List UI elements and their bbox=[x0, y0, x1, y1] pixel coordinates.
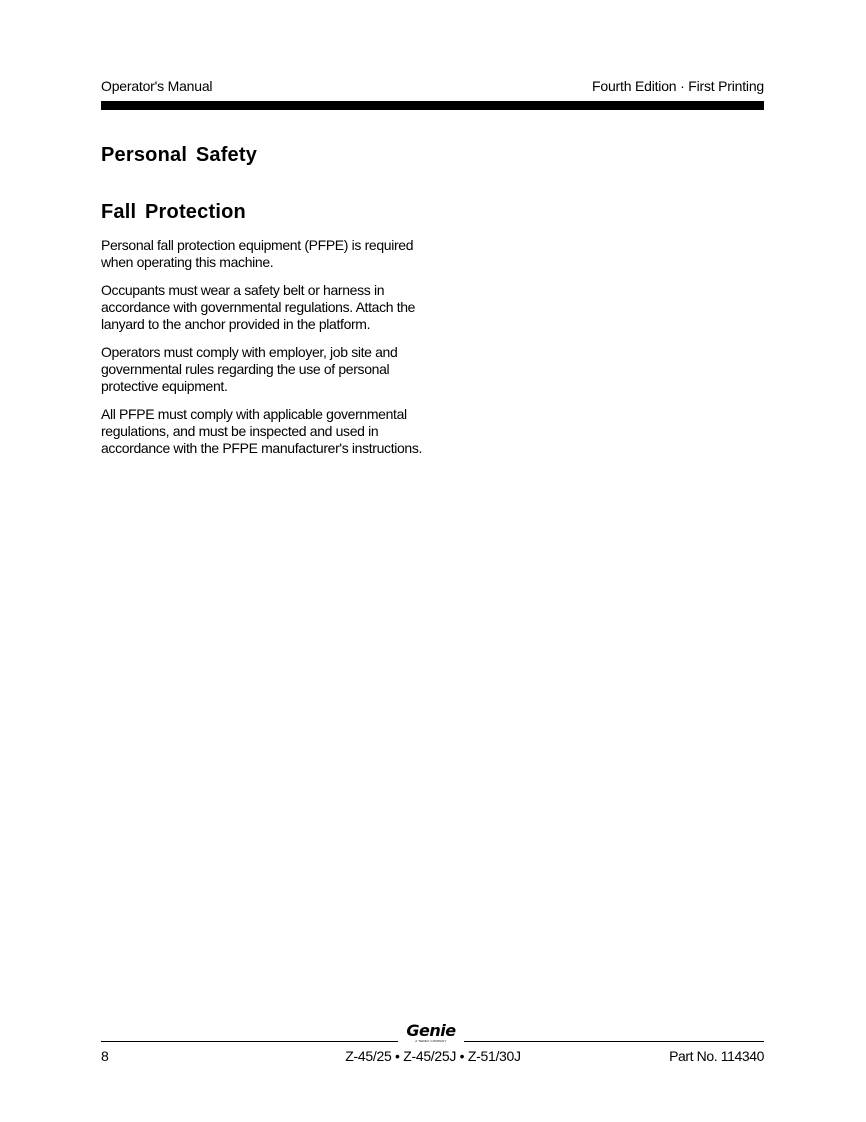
paragraph: Personal fall protection equipment (PFPE) is required when operating this machine. bbox=[101, 237, 414, 270]
paragraph: Occupants must wear a safety belt or harness in accordance with governmental regulations. Attach the lanyard to the anchor provided in the platform. bbox=[101, 282, 416, 332]
logo-wordmark: Genie bbox=[406, 1021, 456, 1040]
part-number: Part No. 114340 bbox=[669, 1048, 764, 1064]
footer-rule-right bbox=[464, 1041, 764, 1042]
header-edition: Fourth Edition · First Printing bbox=[592, 78, 764, 94]
footer-rule-left bbox=[101, 1041, 398, 1042]
paragraph: Operators must comply with employer, job site and governmental rules regarding the use of personal protective equipment. bbox=[101, 344, 398, 394]
genie-logo bbox=[398, 1022, 464, 1046]
section-title: Personal Safety bbox=[101, 144, 258, 166]
header-manual-title: Operator's Manual bbox=[101, 78, 213, 94]
page-number: 8 bbox=[101, 1048, 109, 1064]
subsection-title: Fall Protection bbox=[101, 201, 246, 223]
logo-tagline: A TEREX COMPANY bbox=[415, 1039, 447, 1043]
header-rule bbox=[101, 101, 764, 110]
body-text bbox=[101, 237, 423, 468]
paragraph: All PFPE must comply with applicable governmental regulations, and must be inspected and used in accordance with the PFPE manufacturer's instructions. bbox=[101, 406, 423, 456]
footer-models: Z-45/25 • Z-45/25J • Z-51/30J bbox=[345, 1048, 521, 1064]
